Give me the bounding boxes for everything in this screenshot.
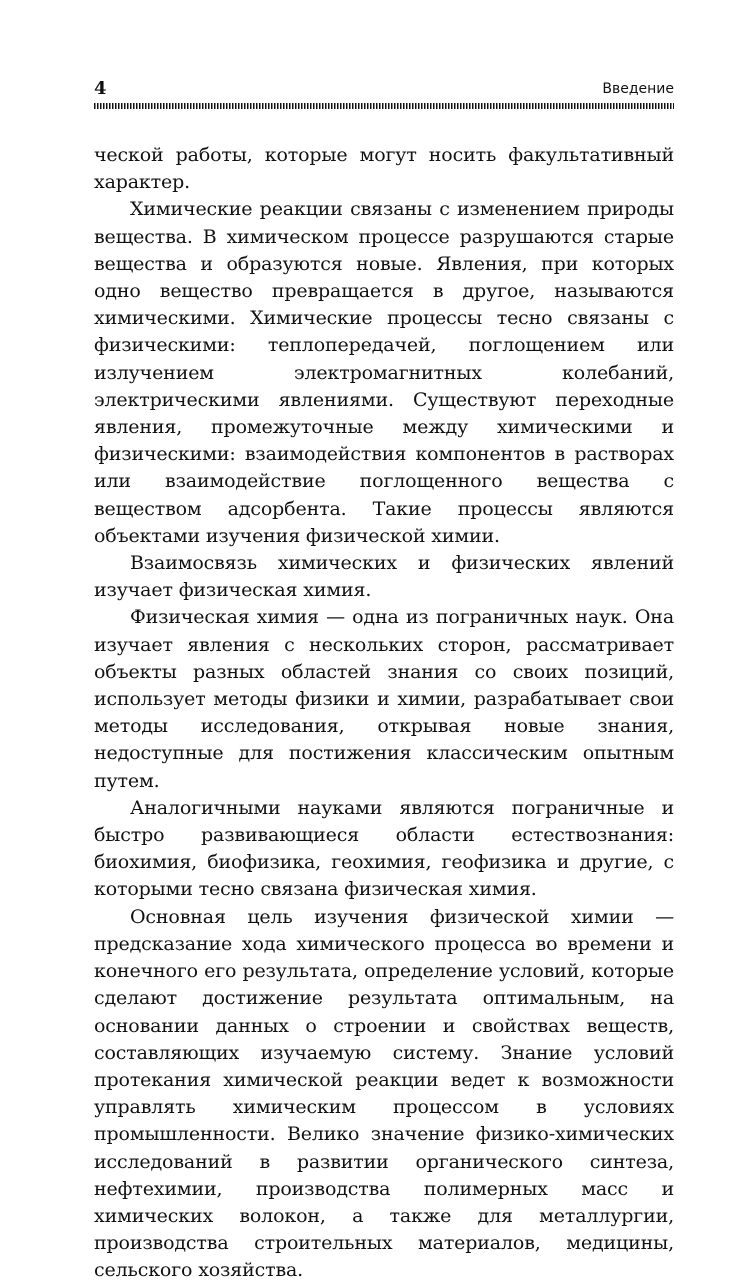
paragraph: Физическая химия — одна из пограничных наук. Она изучает явления с нескольких сторон, рассматривает объекты разных областей знания со своих позиций, использует методы физики и химии, разрабатывает свои методы исследования, открывая новые знания, недоступные для постижения классическим опытным путем. (94, 606, 674, 792)
page-number: 4 (94, 78, 107, 99)
paragraph: Взаимосвязь химических и физических явлений изучает физическая химия. (94, 552, 674, 602)
running-title: Введение (602, 81, 674, 97)
body-text (94, 142, 674, 1285)
paragraph: Аналогичными науками являются пограничные и быстро развивающиеся области естествознания: биохимия, биофизика, геохимия, геофизика и другие, с которыми тесно связана физическая химия. (94, 796, 674, 901)
page-header (94, 78, 674, 100)
header-dotted-rule (94, 103, 674, 109)
paragraph-continuation: ческой работы, которые могут носить факультативный характер. (94, 144, 674, 194)
paragraph: Химические реакции связаны с изменением природы вещества. В химическом процессе разрушаются старые вещества и образуются новые. Явления, при которых одно вещество превращается в другое, называются химическими. Химические процессы тесно связаны с физическими: теплопередачей, поглощением или излучением электромагнитных колебаний, электрическими явлениями. Существуют переходные явления, промежуточные между химическими и физическими: взаимодействия компонентов в растворах или взаимодействие поглощенного вещества с веществом адсорбента. Такие процессы являются объектами изучения физической химии. (94, 198, 674, 547)
paragraph: Основная цель изучения физической химии — предсказание хода химического процесса во времени и конечного его результата, определение условий, которые сделают достижение результата оптимальным, на основании данных о строении и свойствах веществ, составляющих изучаемую систему. Знание условий протекания химической реакции ведет к возможности управлять химическим процессом в условиях промышленности. Велико значение физико-химических исследований в развитии органического синтеза, нефтехимии, производства полимерных масс и химических волокон, а также для металлургии, производства строительных материалов, медицины, сельского хозяйства. (94, 905, 674, 1282)
